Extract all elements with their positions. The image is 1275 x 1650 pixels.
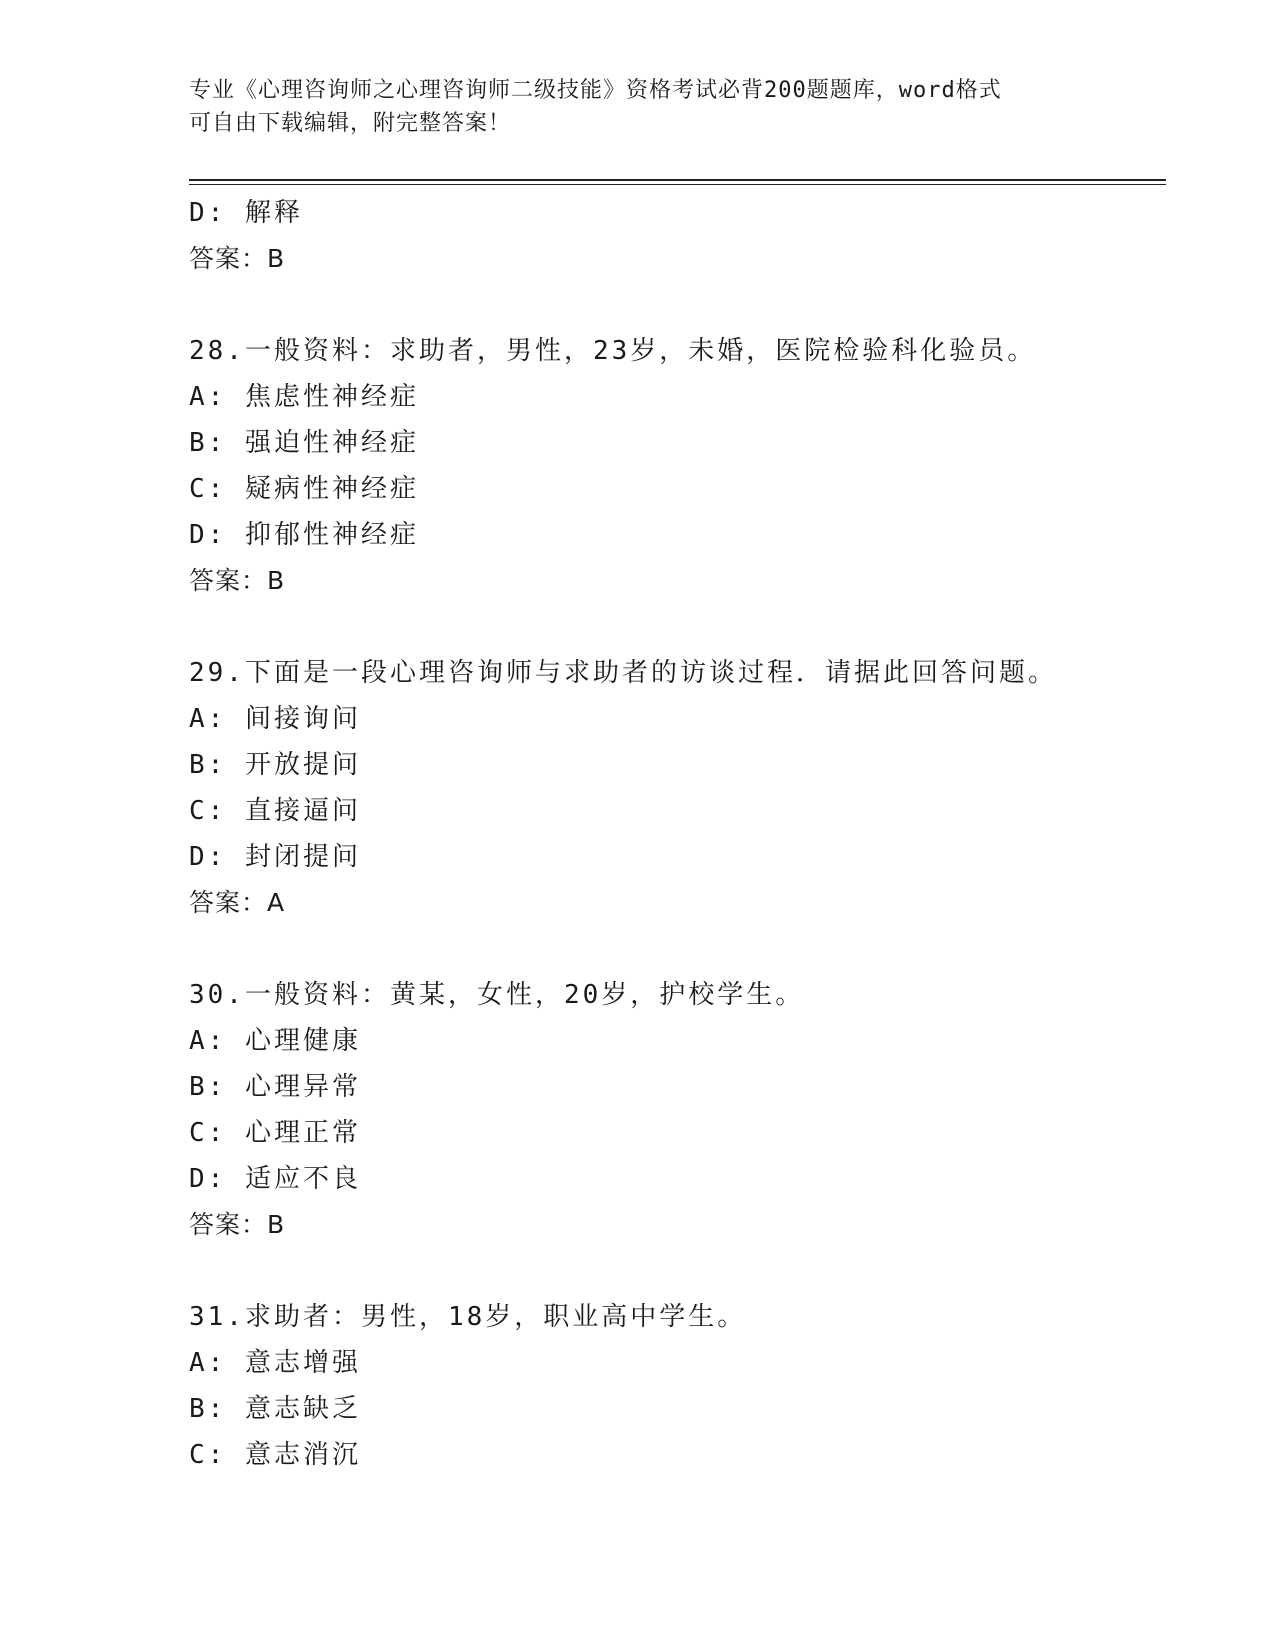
answer-text: 答案：A <box>189 888 286 917</box>
option-text: C: 疑病性神经症 <box>189 474 419 504</box>
document-header <box>189 74 1089 140</box>
option-text: D: 解释 <box>189 198 303 228</box>
answer-text: 答案：B <box>189 1210 286 1239</box>
option-text: A: 焦虑性神经症 <box>189 382 419 412</box>
option-text: D: 抑郁性神经症 <box>189 520 419 550</box>
option-text: A: 意志增强 <box>189 1348 361 1378</box>
header-divider-thick <box>189 179 1166 181</box>
question-stem: 31.求助者：男性，18岁，职业高中学生。 <box>189 1302 747 1332</box>
option-text: C: 意志消沉 <box>189 1440 361 1470</box>
question-stem: 28.一般资料：求助者，男性，23岁，未婚，医院检验科化验员。 <box>189 336 1037 366</box>
question-31 <box>189 1294 1166 1478</box>
option-text: B: 意志缺乏 <box>189 1394 361 1424</box>
question-stem: 30.一般资料：黄某，女性，20岁，护校学生。 <box>189 980 805 1010</box>
spacer <box>189 282 1166 328</box>
option-text: D: 封闭提问 <box>189 842 361 872</box>
question-list <box>189 190 1166 1478</box>
question-30 <box>189 972 1166 1248</box>
header-line-1: 专业《心理咨询师之心理咨询师二级技能》资格考试必背200题题库，word格式 <box>189 78 1002 103</box>
answer-text: 答案：B <box>189 244 286 273</box>
spacer <box>189 1248 1166 1294</box>
option-text: B: 心理异常 <box>189 1072 361 1102</box>
question-28 <box>189 328 1166 604</box>
header-divider-thin <box>189 184 1166 185</box>
question-29 <box>189 650 1166 926</box>
option-text: A: 心理健康 <box>189 1026 361 1056</box>
option-text: B: 强迫性神经症 <box>189 428 419 458</box>
question-stem: 29.下面是一段心理咨询师与求助者的访谈过程．请据此回答问题。 <box>189 658 1057 688</box>
option-text: C: 心理正常 <box>189 1118 361 1148</box>
header-line-2: 可自由下载编辑，附完整答案！ <box>189 111 512 136</box>
spacer <box>189 926 1166 972</box>
option-text: B: 开放提问 <box>189 750 361 780</box>
option-text: A: 间接询问 <box>189 704 361 734</box>
spacer <box>189 604 1166 650</box>
answer-text: 答案：B <box>189 566 286 595</box>
option-text: D: 适应不良 <box>189 1164 361 1194</box>
option-text: C: 直接逼问 <box>189 796 361 826</box>
